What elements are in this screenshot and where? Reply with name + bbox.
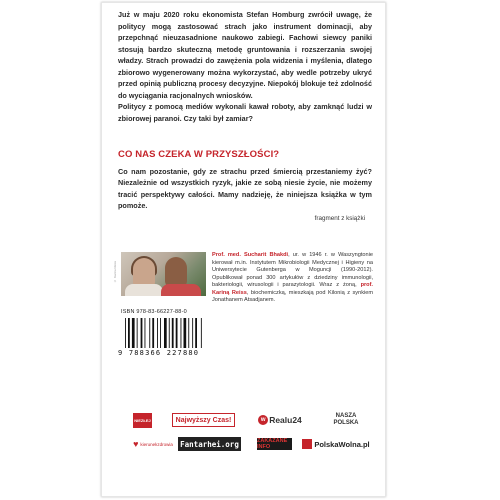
section-heading: CO NAS CZEKA W PRZYSZŁOŚCI?: [118, 149, 280, 160]
logo-zakazane-info: ZAKAZANE INFO: [257, 438, 292, 450]
author-bio: [212, 252, 373, 305]
photo-body-woman: [125, 284, 163, 296]
barcode-bar: [164, 318, 167, 348]
photo-face-man: [165, 257, 187, 287]
logo-najwyzszy-czas: Najwyższy Czas!: [172, 413, 235, 427]
barcode-bar: [145, 318, 146, 348]
logo-kierunek-zdrowia: [132, 439, 174, 449]
fragment-note: fragment z książki: [314, 215, 365, 222]
heart-icon: ♥: [133, 439, 139, 449]
barcode-bar: [152, 318, 154, 348]
barcode: [125, 318, 203, 348]
barcode-number: 9 788366 227880: [118, 349, 200, 357]
author-name-2: prof. Kariną Reiss: [212, 282, 373, 296]
barcode-bar: [172, 318, 174, 348]
barcode-bar: [188, 318, 189, 348]
nasza-label: NASZA: [335, 413, 357, 419]
bio-text-2: , biochemiczką, mieszkają pod Kilonią z synkiem Jonathanem Atsadjanem.: [212, 289, 373, 304]
isbn-label: ISBN 978-83-66227-88-0: [121, 309, 187, 315]
author-name-1: Prof. med. Sucharit Bhakdi: [212, 252, 289, 258]
photo-credit: © Karina Reiss: [113, 261, 117, 283]
intro-paragraph: [118, 9, 372, 124]
wrealu-label: Realu24: [269, 414, 302, 425]
polska-wolna-icon: [302, 439, 312, 449]
logo-fantarhei: Fantarhei.org: [178, 437, 241, 451]
barcode-bar: [184, 318, 187, 348]
intro-text-2: Politycy z pomocą mediów wykonali kawał roboty, aby zamknąć ludzi w zbiorowej paranoi. Czy taki był zamiar?: [118, 102, 372, 123]
barcode-bar: [181, 318, 182, 348]
logo-wrealu24: [252, 412, 308, 427]
future-paragraph: Co nam pozostanie, gdy ze strachu przed śmiercią przestaniemy żyć? Niezależnie od wszystkich ryzyk, jakie ze sobą niesie życie, nie możemy tracić perspektywy całości. Mamy nadzieję, że niniejsza książka w tym pomoże.: [118, 167, 372, 211]
intro-text: Już w maju 2020 roku ekonomista Stefan Homburg zwrócił uwagę, że politycy mogą zastosować strach jako instrument dominacji, aby przepchnąć nieuzasadnione naukowo zabiegi. Fachowi siewcy paniki stosują bardzo skuteczną metodę gruntowania i rozszerzania swojej władzy. Strach prowadzi do zawężenia pola widzenia i myślenia, dlatego zbiorowo wygenerowany można wykorzystać, aby wedle potrzeby ukryć przed opinią publiczną procesy decyzyjne. Niepokój blokuje też zdolność do wyciągania racjonalnych wniosków.: [118, 10, 372, 100]
kierunek-label: kierunekzdrowia: [140, 441, 173, 447]
book-back-cover: [101, 2, 386, 497]
barcode-bar: [157, 318, 158, 348]
barcode-bar: [195, 318, 197, 348]
bio-text-1: , ur. w 1946 r. w Waszyngtonie kierował m.in. Instytutem Mikrobiologii Medycznej i Higieny na Uniwersytecie Gutenberga w Moguncji (1990-2012). Opublikował ponad 300 artykułów z dziedziny immunologii, bakteriologii, wirusologii i parazytologii. Wraz z żoną,: [212, 252, 373, 289]
barcode-bar: [125, 318, 126, 348]
barcode-bar: [160, 318, 161, 348]
barcode-bar: [176, 318, 178, 348]
polska-label: POLSKA: [333, 419, 359, 426]
author-photo: [121, 252, 206, 296]
logo-nasza-polska: [324, 411, 368, 428]
barcode-bar: [128, 318, 130, 348]
logo-niezlej: NIEZŁEJ: [133, 413, 152, 428]
barcode-bar: [132, 318, 135, 348]
barcode-bar: [169, 318, 170, 348]
barcode-bar: [201, 318, 202, 348]
logo-polska-wolna: [300, 437, 372, 451]
polska-wolna-label: PolskaWolna.pl: [314, 439, 370, 449]
barcode-bar: [141, 318, 143, 348]
barcode-bar: [192, 318, 193, 348]
barcode-bar: [149, 318, 150, 348]
barcode-bar: [137, 318, 138, 348]
photo-body-man: [161, 284, 201, 296]
wrealu-icon: w: [258, 415, 268, 425]
